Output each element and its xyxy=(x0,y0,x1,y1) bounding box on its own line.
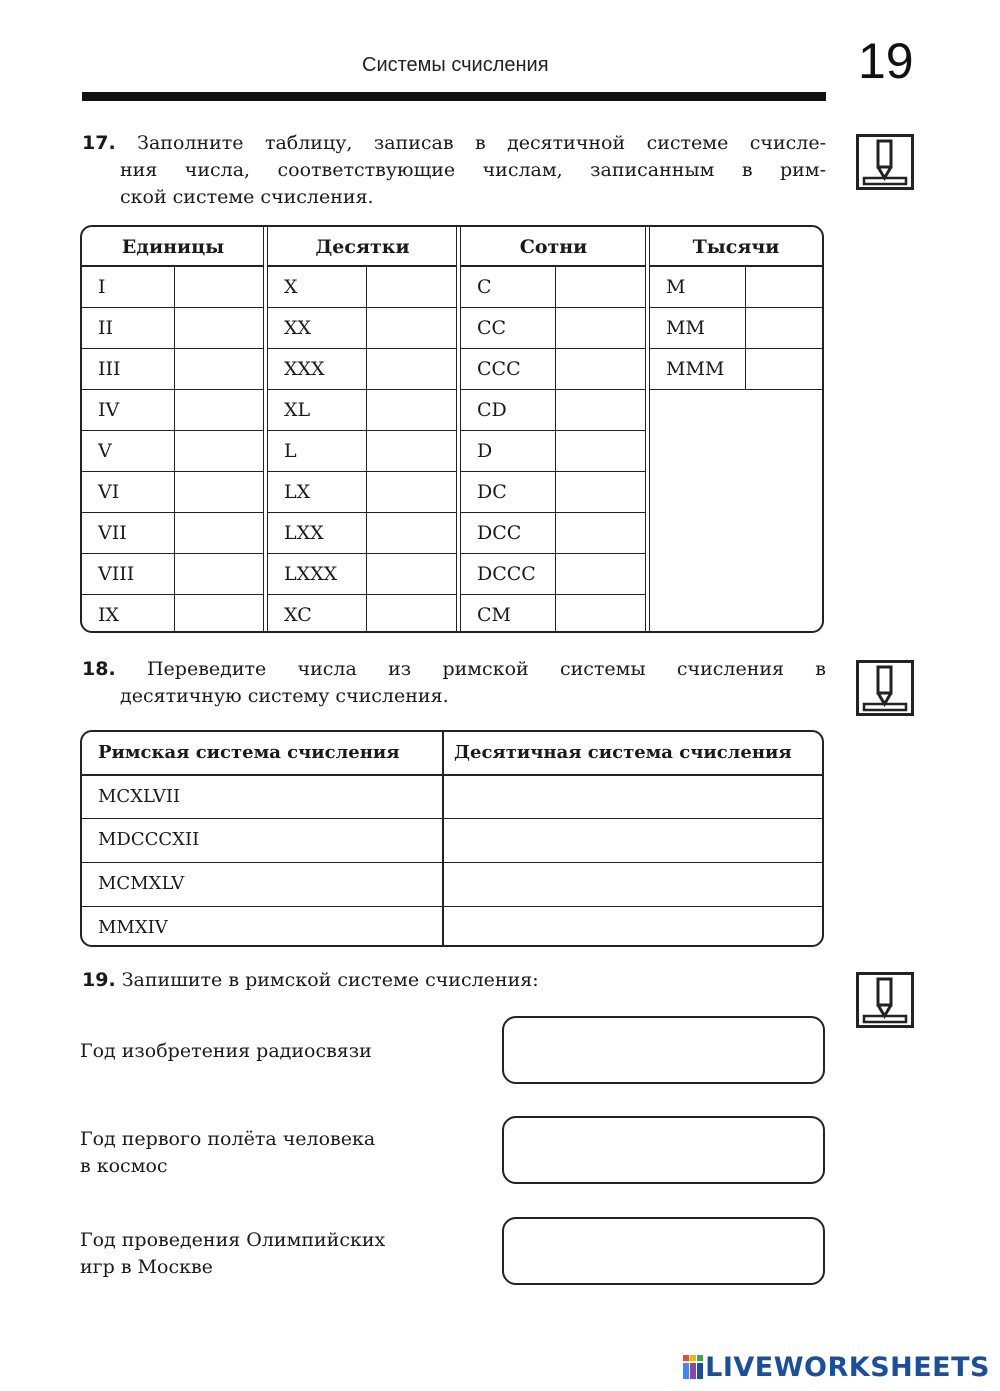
pencil-write-icon xyxy=(856,134,914,190)
question-radio-invention xyxy=(80,1038,372,1065)
decimal-system-header: Десятичная система счисления xyxy=(454,742,792,763)
table-row xyxy=(461,267,646,308)
page-number: 19 xyxy=(858,33,914,89)
roman-cell: LX xyxy=(268,472,367,512)
roman-value: MDCCCXII xyxy=(98,829,200,850)
task-17-line-3: ской системе счисления. xyxy=(120,186,374,208)
roman-system-header: Римская система счисления xyxy=(98,742,400,763)
roman-cell: IX xyxy=(82,595,175,633)
table-row xyxy=(82,472,264,513)
roman-cell: VI xyxy=(82,472,175,512)
roman-cell: DC xyxy=(461,472,556,512)
thousands-column-group xyxy=(650,227,822,631)
table-row xyxy=(82,349,264,390)
roman-cell: MM xyxy=(650,308,746,348)
table-row xyxy=(268,308,457,349)
table-row xyxy=(268,554,457,595)
pencil-write-icon xyxy=(856,660,914,716)
task-17-number: 17. xyxy=(82,132,116,154)
question-line: игр в Москве xyxy=(80,1256,213,1278)
roman-cell: VII xyxy=(82,513,175,553)
roman-cell: I xyxy=(82,267,175,307)
roman-cell: VIII xyxy=(82,554,175,594)
liveworksheets-logo xyxy=(683,1352,990,1383)
roman-cell: CD xyxy=(461,390,556,430)
answer-cell[interactable] xyxy=(444,776,824,818)
task-18-text xyxy=(82,656,826,710)
table-row xyxy=(461,308,646,349)
hundreds-header: Сотни xyxy=(461,227,646,267)
task-18-line-1: Переведите числа из римской системы счисления в xyxy=(146,658,827,680)
roman-cell: MMM xyxy=(650,349,746,389)
table-row xyxy=(82,513,264,554)
thousands-header: Тысячи xyxy=(650,227,822,267)
roman-cell: XXX xyxy=(268,349,367,389)
table-row xyxy=(461,554,646,595)
roman-cell: X xyxy=(268,267,367,307)
table-row xyxy=(650,267,822,308)
roman-cell: XX xyxy=(268,308,367,348)
roman-cell: LXX xyxy=(268,513,367,553)
units-header: Единицы xyxy=(82,227,264,267)
roman-cell: L xyxy=(268,431,367,471)
roman-cell: II xyxy=(82,308,175,348)
tens-header: Десятки xyxy=(268,227,457,267)
table-row xyxy=(461,390,646,431)
answer-cell[interactable] xyxy=(444,820,824,862)
table-row xyxy=(268,349,457,390)
table-row xyxy=(268,595,457,633)
roman-cell: XL xyxy=(268,390,367,430)
task-19-number: 19. xyxy=(82,969,116,991)
table-row xyxy=(268,390,457,431)
roman-cell: DCC xyxy=(461,513,556,553)
table-row xyxy=(461,595,646,633)
question-line: Год изобретения радиосвязи xyxy=(80,1040,372,1062)
table-row xyxy=(268,472,457,513)
answer-cell[interactable] xyxy=(444,908,824,946)
task-19-prompt: Запишите в римской системе счисления: xyxy=(121,969,539,991)
table-row xyxy=(268,431,457,472)
question-first-spaceflight xyxy=(80,1126,375,1180)
task-18-line-2: десятичную систему счисления. xyxy=(120,685,449,707)
answer-cell[interactable] xyxy=(444,864,824,906)
roman-value: MCMXLV xyxy=(98,873,185,894)
table-row xyxy=(82,308,264,349)
task-18-number: 18. xyxy=(82,658,116,680)
roman-value: MMXIV xyxy=(98,917,168,938)
roman-cell: V xyxy=(82,431,175,471)
header-rule xyxy=(82,92,826,101)
roman-cell: CCC xyxy=(461,349,556,389)
conversion-table xyxy=(80,730,824,947)
hundreds-column-group xyxy=(461,227,646,631)
table-row xyxy=(461,472,646,513)
liveworksheets-logo-icon xyxy=(683,1353,703,1381)
roman-value: MCXLVII xyxy=(98,786,181,807)
table-row xyxy=(82,390,264,431)
pencil-write-icon xyxy=(856,972,914,1028)
question-line: Год первого полёта человека xyxy=(80,1128,376,1150)
table-row xyxy=(82,595,264,633)
roman-cell: IV xyxy=(82,390,175,430)
table-row xyxy=(82,431,264,472)
task-17-text xyxy=(82,130,826,211)
units-column-group xyxy=(82,227,264,631)
table-row xyxy=(461,513,646,554)
table-row xyxy=(650,349,822,390)
task-17-line-2: ния числа, соответствующие числам, записанным в рим- xyxy=(120,159,826,181)
table-row xyxy=(268,513,457,554)
task-17-line-1: Заполните таблицу, записав в десятичной системе счисле- xyxy=(137,132,826,154)
roman-cell: M xyxy=(650,267,746,307)
answer-box-radio[interactable] xyxy=(502,1016,825,1084)
table-row xyxy=(650,308,822,349)
roman-cell: XC xyxy=(268,595,367,633)
task-19-text xyxy=(82,967,539,994)
roman-cell: III xyxy=(82,349,175,389)
roman-numerals-table xyxy=(80,225,824,633)
answer-box-spaceflight[interactable] xyxy=(502,1116,825,1184)
roman-cell: DCCC xyxy=(461,554,556,594)
answer-box-olympics[interactable] xyxy=(502,1217,825,1285)
roman-cell: CM xyxy=(461,595,556,633)
question-line: Год проведения Олимпийских xyxy=(80,1229,386,1251)
question-line: в космос xyxy=(80,1155,168,1177)
question-moscow-olympics xyxy=(80,1227,385,1281)
table-row xyxy=(461,349,646,390)
roman-cell: D xyxy=(461,431,556,471)
table-row xyxy=(268,267,457,308)
header-title: Системы счисления xyxy=(362,54,549,76)
tens-column-group xyxy=(268,227,457,631)
table-row xyxy=(82,554,264,595)
logo-text: LIVEWORKSHEETS xyxy=(705,1352,990,1383)
table-row xyxy=(82,267,264,308)
roman-cell: CC xyxy=(461,308,556,348)
roman-cell: LXXX xyxy=(268,554,367,594)
table-row xyxy=(461,431,646,472)
roman-cell: C xyxy=(461,267,556,307)
